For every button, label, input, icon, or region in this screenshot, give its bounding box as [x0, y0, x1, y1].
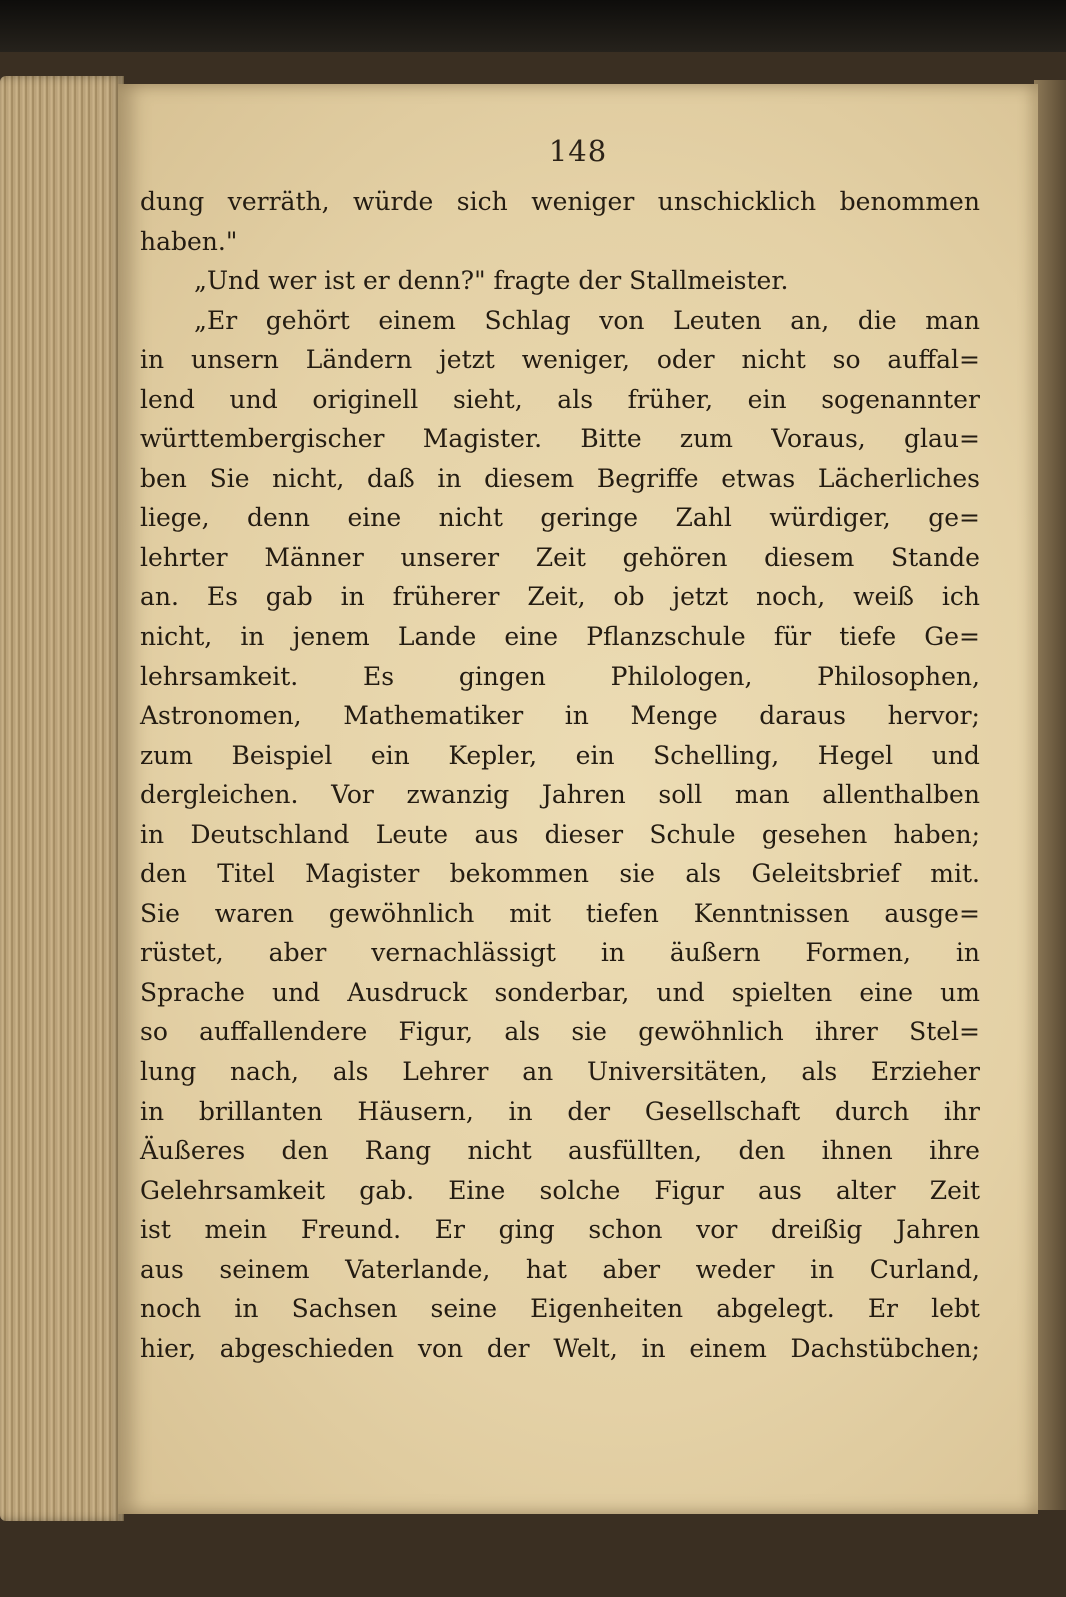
word: noch,	[756, 582, 826, 612]
text-line	[140, 380, 980, 420]
word: Vor	[331, 780, 374, 810]
word: „Er	[194, 305, 238, 335]
word: gewöhnlich	[638, 1017, 784, 1047]
word: Zeit	[929, 1175, 980, 1205]
word: als	[332, 1057, 369, 1087]
word: lehrter	[140, 542, 228, 572]
word: Häusern,	[357, 1096, 474, 1126]
word: zum	[140, 740, 193, 770]
text-line	[140, 1092, 980, 1132]
word: gehören	[622, 542, 728, 572]
word: würdiger,	[769, 503, 891, 533]
word: Ge=	[924, 622, 980, 652]
word: Figur,	[398, 1017, 474, 1047]
word: Es	[206, 582, 238, 612]
word: haben;	[893, 819, 980, 849]
word: Vaterlande,	[345, 1254, 491, 1284]
word: weniger	[531, 187, 635, 216]
word: alter	[835, 1175, 896, 1205]
word: gehört	[265, 305, 350, 335]
word: ben	[140, 463, 187, 493]
word: Es	[362, 661, 395, 691]
word: an	[522, 1057, 554, 1087]
text-line	[140, 1210, 980, 1250]
word: nicht,	[140, 622, 213, 652]
word: Hegel	[817, 740, 894, 770]
word: gingen	[458, 661, 546, 691]
word: lebt	[931, 1294, 980, 1324]
word: unschicklich	[657, 187, 817, 216]
word: Begriffe	[596, 463, 699, 493]
word: Ausdruck	[347, 977, 468, 1007]
word: mein	[204, 1215, 268, 1245]
word: Stande	[891, 542, 980, 572]
right-page-edge	[1034, 80, 1066, 1510]
text-line	[140, 696, 980, 736]
word: soll	[658, 780, 703, 810]
word: dergleichen.	[140, 780, 299, 810]
word: vernachlässigt	[371, 938, 556, 968]
word: Kenntnissen	[693, 898, 850, 928]
word: jetzt	[439, 345, 495, 375]
word: jenem	[292, 622, 370, 652]
word: gewöhnlich	[328, 898, 475, 928]
text-line	[140, 933, 980, 973]
word: abgelegt.	[716, 1294, 835, 1324]
word: Figur	[654, 1175, 724, 1205]
text-line	[140, 577, 980, 617]
word: Jahren	[896, 1215, 980, 1245]
word: Zeit	[535, 542, 586, 572]
word: in	[437, 463, 462, 493]
word: zum	[679, 424, 733, 454]
word: Dachstübchen;	[790, 1333, 980, 1363]
word: benommen	[839, 187, 980, 216]
word: sieht,	[452, 384, 523, 414]
text-line	[140, 419, 980, 459]
word: und	[229, 384, 278, 414]
word: mit.	[930, 859, 980, 889]
word: in	[240, 622, 265, 652]
word: in	[340, 582, 365, 612]
word: Sprache	[140, 977, 245, 1007]
word: bekommen	[449, 859, 589, 889]
word: als	[685, 859, 722, 889]
word: Astronomen,	[140, 701, 302, 731]
word: etwas	[721, 463, 796, 493]
text-line	[140, 1052, 980, 1092]
word: an.	[140, 582, 179, 612]
word: den	[281, 1136, 329, 1166]
word: eine	[859, 977, 914, 1007]
word: in	[508, 1096, 533, 1126]
word: weder	[695, 1254, 775, 1284]
word: weniger,	[521, 345, 630, 375]
word: als	[557, 384, 594, 414]
word: aber	[268, 938, 327, 968]
word: diesem	[764, 542, 855, 572]
word: aus	[757, 1175, 802, 1205]
word: ein	[575, 740, 615, 770]
text-line	[140, 973, 980, 1013]
word: spielten	[731, 977, 833, 1007]
word: man	[925, 305, 980, 335]
word: auffal=	[887, 345, 980, 375]
word: auffallendere	[199, 1017, 368, 1047]
text-line	[140, 815, 980, 855]
word: Er	[867, 1294, 899, 1324]
word: um	[940, 977, 980, 1007]
word: Erzieher	[870, 1057, 980, 1087]
text-line	[140, 301, 980, 341]
word: Lächerliches	[817, 463, 980, 493]
word: einem	[689, 1333, 767, 1363]
word: nicht	[467, 1136, 532, 1166]
word: aus	[140, 1254, 184, 1284]
word: brillanten	[198, 1096, 323, 1126]
word: in	[641, 1333, 666, 1363]
word: an,	[790, 305, 830, 335]
word: liege,	[140, 503, 210, 533]
word: Beispiel	[231, 740, 333, 770]
word: sonderbar,	[494, 977, 630, 1007]
word: früher,	[627, 384, 714, 414]
word: so	[140, 1017, 168, 1047]
word: äußern	[669, 938, 761, 968]
text-line	[140, 498, 980, 538]
text-line	[140, 775, 980, 815]
word: der	[486, 1333, 530, 1363]
word: Schlag	[484, 305, 571, 335]
word: Sachsen	[291, 1294, 398, 1324]
word: Äußeres	[140, 1136, 246, 1166]
word: Leuten	[673, 305, 762, 335]
word: gab.	[359, 1175, 415, 1205]
word: Jahren	[541, 780, 626, 810]
text-line	[140, 736, 980, 776]
text-line	[140, 854, 980, 894]
word: Stel=	[909, 1017, 980, 1047]
text-line	[140, 459, 980, 499]
word: ihrer	[815, 1017, 878, 1047]
word: originell	[312, 384, 419, 414]
word: nicht	[741, 345, 806, 375]
word: vor	[696, 1215, 738, 1245]
word: für	[773, 622, 812, 652]
word: Philosophen,	[817, 661, 980, 691]
word: denn	[247, 503, 311, 533]
word: noch	[140, 1294, 202, 1324]
word: mit	[509, 898, 551, 928]
word: Gelehrsamkeit	[140, 1175, 326, 1205]
word: unserer	[400, 542, 500, 572]
word: Zeit,	[527, 582, 586, 612]
word: ist	[140, 1215, 171, 1245]
word: den	[738, 1136, 786, 1166]
word: gab	[265, 582, 313, 612]
word: hervor;	[887, 701, 980, 731]
word: würde	[353, 187, 434, 216]
word: dung	[140, 187, 205, 216]
word: weiß	[853, 582, 914, 612]
word: diesem	[484, 463, 575, 493]
word: und	[656, 977, 705, 1007]
text-line	[140, 1131, 980, 1171]
word: waren	[214, 898, 294, 928]
word: ich	[941, 582, 980, 612]
word: ge=	[928, 503, 980, 533]
word: Schule	[649, 819, 736, 849]
text-line	[140, 1289, 980, 1329]
text-line	[140, 657, 980, 697]
text-line	[140, 1329, 980, 1369]
word: Freund.	[300, 1215, 402, 1245]
word: glau=	[904, 424, 980, 454]
word: Philologen,	[610, 661, 753, 691]
word: dieser	[544, 819, 624, 849]
word: Eine	[448, 1175, 506, 1205]
word: verräth,	[227, 187, 330, 216]
word: eine	[504, 622, 559, 652]
word: lehrsamkeit.	[140, 661, 299, 691]
text-line	[140, 340, 980, 380]
word: Deutschland	[190, 819, 350, 849]
text-line: haben."	[140, 226, 238, 256]
word: der	[567, 1096, 611, 1126]
word: ausfüllten,	[568, 1136, 703, 1166]
word: und	[931, 740, 980, 770]
word: man	[734, 780, 790, 810]
word: Schelling,	[653, 740, 780, 770]
word: durch	[835, 1096, 910, 1126]
word: ob	[613, 582, 645, 612]
word: tiefen	[585, 898, 659, 928]
word: dreißig	[770, 1215, 863, 1245]
word: so	[832, 345, 861, 375]
word: Titel	[217, 859, 275, 889]
text-line	[140, 538, 980, 578]
word: aus	[474, 819, 519, 849]
word: schon	[588, 1215, 663, 1245]
text-line	[140, 182, 980, 222]
word: zwanzig	[406, 780, 510, 810]
word: Gesellschaft	[644, 1096, 801, 1126]
word: einem	[378, 305, 456, 335]
word: Welt,	[553, 1333, 618, 1363]
word: Magister.	[422, 424, 543, 454]
word: ihnen	[821, 1136, 893, 1166]
word: ihr	[943, 1096, 980, 1126]
word: Bitte	[580, 424, 642, 454]
word: Sie	[140, 898, 180, 928]
word: Geleitsbrief	[751, 859, 900, 889]
word: Sie	[209, 463, 250, 493]
word: als	[504, 1017, 541, 1047]
word: in	[140, 345, 165, 375]
word: Pflanzschule	[586, 622, 746, 652]
word: Er	[434, 1215, 465, 1245]
word: hier,	[140, 1333, 197, 1363]
word: ausge=	[884, 898, 980, 928]
word: ein	[747, 384, 787, 414]
word: allenthalben	[822, 780, 980, 810]
word: Magister	[305, 859, 420, 889]
word: jetzt	[672, 582, 729, 612]
word: seine	[430, 1294, 498, 1324]
word: daß	[367, 463, 415, 493]
word: Formen,	[805, 938, 911, 968]
word: in	[140, 1096, 165, 1126]
word: eine	[347, 503, 402, 533]
word: in	[810, 1254, 835, 1284]
word: Voraus,	[771, 424, 866, 454]
word: Leute	[375, 819, 449, 849]
word: württembergischer	[140, 424, 385, 454]
word: Lande	[397, 622, 477, 652]
word: sie	[571, 1017, 607, 1047]
page-edge-stack	[0, 76, 124, 1521]
word: in	[234, 1294, 259, 1324]
word: Zahl	[675, 503, 732, 533]
word: lung	[140, 1057, 197, 1087]
word: geringe	[540, 503, 639, 533]
word: Rang	[364, 1136, 432, 1166]
text-line	[140, 1171, 980, 1211]
text-line: „Und wer ist er denn?" fragte der Stallmeister.	[194, 266, 789, 296]
word: Menge	[630, 701, 718, 731]
word: aber	[602, 1254, 661, 1284]
word: in	[564, 701, 589, 731]
word: den	[140, 859, 187, 889]
word: als	[801, 1057, 838, 1087]
word: ihre	[929, 1136, 980, 1166]
word: in	[955, 938, 980, 968]
word: solche	[539, 1175, 621, 1205]
word: gesehen	[761, 819, 868, 849]
word: Universitäten,	[586, 1057, 768, 1087]
word: nicht,	[272, 463, 345, 493]
word: früherer	[392, 582, 500, 612]
word: in	[600, 938, 625, 968]
text-line	[140, 894, 980, 934]
word: sich	[456, 187, 508, 216]
word: Curland,	[869, 1254, 980, 1284]
word: von	[417, 1333, 464, 1363]
text-line	[140, 617, 980, 657]
word: sie	[619, 859, 655, 889]
word: Kepler,	[448, 740, 538, 770]
text-line	[140, 1250, 980, 1290]
word: die	[857, 305, 897, 335]
text-line	[140, 1012, 980, 1052]
word: ging	[498, 1215, 555, 1245]
word: Ländern	[305, 345, 413, 375]
word: von	[599, 305, 645, 335]
word: rüstet,	[140, 938, 224, 968]
word: Eigenheiten	[530, 1294, 684, 1324]
word: lend	[140, 384, 195, 414]
word: hat	[525, 1254, 567, 1284]
word: nicht	[438, 503, 503, 533]
page-number: 148	[548, 134, 608, 168]
word: sogenannter	[821, 384, 980, 414]
body-text	[140, 182, 980, 1368]
word: Lehrer	[402, 1057, 489, 1087]
word: in	[140, 819, 165, 849]
word: Männer	[264, 542, 364, 572]
word: nach,	[229, 1057, 300, 1087]
word: Mathematiker	[343, 701, 524, 731]
word: oder	[656, 345, 715, 375]
word: unsern	[190, 345, 279, 375]
word: seinem	[219, 1254, 310, 1284]
word: daraus	[759, 701, 846, 731]
word: abgeschieden	[219, 1333, 395, 1363]
word: tiefe	[839, 622, 897, 652]
word: ein	[370, 740, 410, 770]
word: und	[271, 977, 321, 1007]
